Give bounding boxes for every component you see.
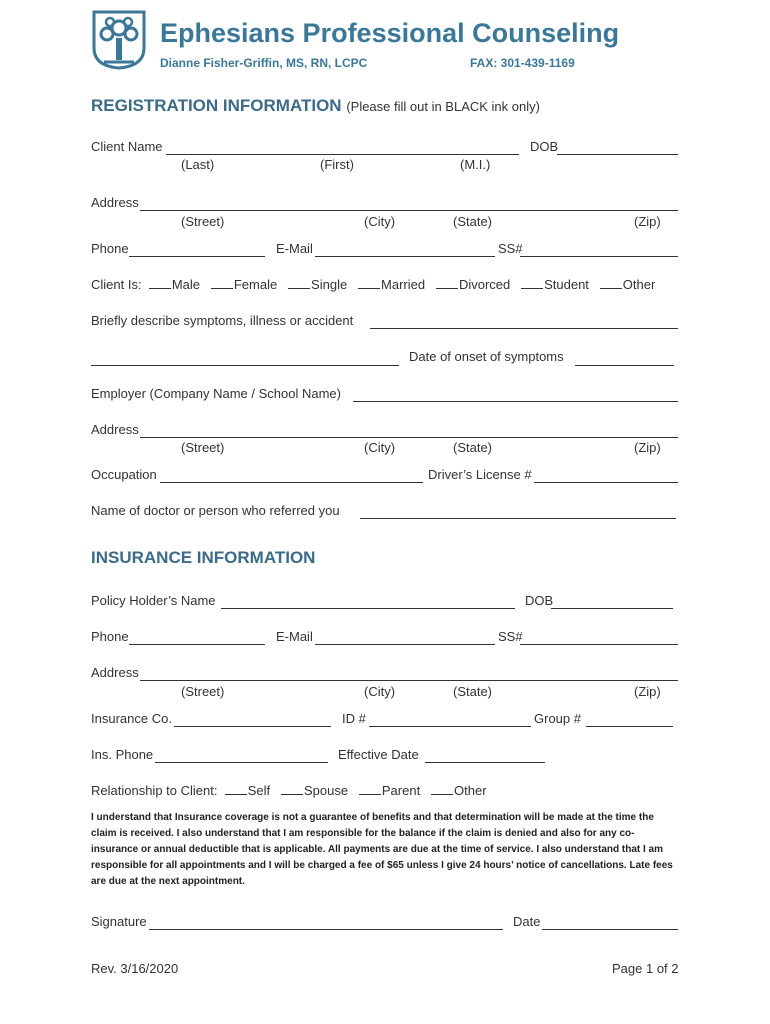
client-is-row <box>91 277 655 292</box>
date-label: Date <box>513 914 541 929</box>
ins-address-input[interactable] <box>140 679 678 681</box>
parent-option: Parent <box>381 783 421 798</box>
referred-label: Name of doctor or person who referred you <box>91 503 340 518</box>
parent-checkbox[interactable] <box>359 794 381 795</box>
client-is-label: Client Is: <box>91 277 142 292</box>
onset-label: Date of onset of symptoms <box>409 349 564 364</box>
self-checkbox[interactable] <box>225 794 247 795</box>
tree-icon <box>90 8 148 70</box>
ins-id-label: ID # <box>342 711 366 726</box>
divorced-option: Divorced <box>458 277 511 292</box>
dob-input[interactable] <box>557 153 678 155</box>
registration-title: REGISTRATION INFORMATION (Please fill out in BLACK ink only) <box>91 96 540 115</box>
signature-input[interactable] <box>149 928 503 930</box>
state-sublabel: (State) <box>453 214 493 229</box>
relationship-row <box>91 783 487 798</box>
occupation-input[interactable] <box>160 481 423 483</box>
employer-street-sublabel: (Street) <box>181 440 225 455</box>
ins-email-input[interactable] <box>315 643 495 645</box>
self-option: Self <box>247 783 271 798</box>
signature-label: Signature <box>91 914 147 929</box>
single-checkbox[interactable] <box>288 288 310 289</box>
email-label: E-Mail <box>276 241 313 256</box>
employer-label: Employer (Company Name / School Name) <box>91 386 341 401</box>
license-input[interactable] <box>534 481 678 483</box>
married-checkbox[interactable] <box>358 288 380 289</box>
divorced-checkbox[interactable] <box>436 288 458 289</box>
ink-note: (Please fill out in BLACK ink only) <box>346 99 540 114</box>
female-checkbox[interactable] <box>211 288 233 289</box>
page-number: Page 1 of 2 <box>612 961 679 976</box>
female-option: Female <box>233 277 278 292</box>
revision-text: Rev. 3/16/2020 <box>91 961 179 976</box>
ins-phone2-input[interactable] <box>155 761 328 763</box>
ins-address-label: Address <box>91 665 139 680</box>
employer-state-sublabel: (State) <box>453 440 493 455</box>
ins-phone-label: Ins. Phone <box>91 747 154 762</box>
symptoms-input-2[interactable] <box>91 364 399 366</box>
ins-phone-row-label: Phone <box>91 629 129 644</box>
insurance-title: INSURANCE INFORMATION <box>91 548 316 567</box>
holder-label: Policy Holder’s Name <box>91 593 216 608</box>
referred-input[interactable] <box>360 517 676 519</box>
employer-zip-sublabel: (Zip) <box>634 440 661 455</box>
employer-city-sublabel: (City) <box>364 440 396 455</box>
ins-dob-input[interactable] <box>551 607 673 609</box>
effective-input[interactable] <box>425 761 545 763</box>
ins-state-sublabel: (State) <box>453 684 493 699</box>
fax-number: FAX: 301-439-1169 <box>470 56 575 70</box>
ss-input[interactable] <box>520 255 678 257</box>
married-option: Married <box>381 277 426 292</box>
date-input[interactable] <box>542 928 678 930</box>
student-option: Student <box>544 277 589 292</box>
ss-label: SS# <box>498 241 523 256</box>
disclaimer-text: I understand that Insurance coverage is not a guarantee of benefits and that determination will be made at the time the claim is received. I also understand that I am responsible for the balance if the claim is denied and also for any co-insurance or annual deductible that is applicable. All payments are due at the time of service. I also understand that I am responsible for all appointments and I will be charged a fee of $65 unless I give 24 hours’ notice of cancellations. Late fees are due at the next appointment. <box>91 812 673 887</box>
symptoms-label: Briefly describe symptoms, illness or accident <box>91 313 354 328</box>
ins-ss-input[interactable] <box>520 643 678 645</box>
symptoms-input[interactable] <box>370 327 678 329</box>
city-sublabel: (City) <box>364 214 396 229</box>
employer-address-input[interactable] <box>140 436 678 438</box>
logo <box>90 8 148 70</box>
client-name-input[interactable] <box>166 153 519 155</box>
client-name-label: Client Name <box>91 139 163 154</box>
relationship-label: Relationship to Client: <box>91 783 218 798</box>
rel-other-option: Other <box>454 783 487 798</box>
other-checkbox[interactable] <box>600 288 622 289</box>
dob-label: DOB <box>530 139 559 154</box>
spouse-option: Spouse <box>303 783 349 798</box>
spouse-checkbox[interactable] <box>281 794 303 795</box>
phone-input[interactable] <box>129 255 265 257</box>
onset-input[interactable] <box>575 364 674 366</box>
single-option: Single <box>311 277 348 292</box>
ins-dob-label: DOB <box>525 593 554 608</box>
license-label: Driver’s License # <box>428 467 532 482</box>
effective-label: Effective Date <box>338 747 419 762</box>
ins-city-sublabel: (City) <box>364 684 396 699</box>
male-option: Male <box>171 277 200 292</box>
employer-input[interactable] <box>353 400 678 402</box>
ins-email-label: E-Mail <box>276 629 313 644</box>
other-option: Other <box>622 277 656 292</box>
ins-company-label: Insurance Co. <box>91 711 172 726</box>
last-sublabel: (Last) <box>181 157 215 172</box>
phone-label: Phone <box>91 241 129 256</box>
ins-id-input[interactable] <box>369 725 531 727</box>
employer-address-label: Address <box>91 422 139 437</box>
ins-phone-input[interactable] <box>129 643 265 645</box>
email-input[interactable] <box>315 255 495 257</box>
ins-group-input[interactable] <box>586 725 673 727</box>
company-name: Ephesians Professional Counseling <box>160 18 620 48</box>
ins-ss-label: SS# <box>498 629 523 644</box>
ins-company-input[interactable] <box>174 725 331 727</box>
occupation-label: Occupation <box>91 467 157 482</box>
holder-input[interactable] <box>221 607 515 609</box>
mi-sublabel: (M.I.) <box>460 157 491 172</box>
ins-zip-sublabel: (Zip) <box>634 684 661 699</box>
first-sublabel: (First) <box>320 157 354 172</box>
rel-other-checkbox[interactable] <box>431 794 453 795</box>
address-input[interactable] <box>140 209 678 211</box>
student-checkbox[interactable] <box>521 288 543 289</box>
address-label: Address <box>91 195 139 210</box>
practitioner-name: Dianne Fisher-Griffin, MS, RN, LCPC <box>160 56 368 70</box>
zip-sublabel: (Zip) <box>634 214 661 229</box>
ins-group-label: Group # <box>534 711 581 726</box>
street-sublabel: (Street) <box>181 214 225 229</box>
ins-street-sublabel: (Street) <box>181 684 225 699</box>
male-checkbox[interactable] <box>149 288 171 289</box>
